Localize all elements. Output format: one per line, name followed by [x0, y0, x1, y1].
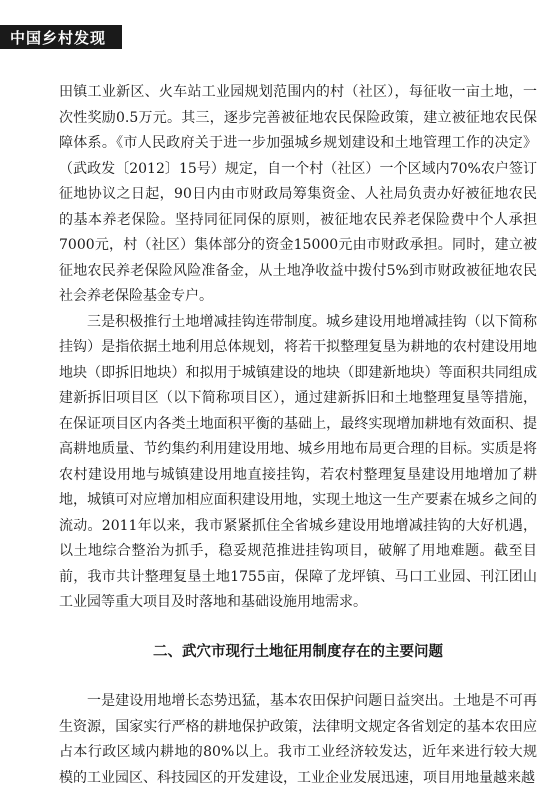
section-heading: 二、武穴市现行土地征用制度存在的主要问题: [153, 643, 443, 660]
article-body: [59, 80, 537, 791]
journal-header-bar: [0, 25, 122, 49]
paragraph-problems-1: 一是建设用地增长态势迅猛，基本农田保护问题日益突出。土地是不可再生资源，国家实行严格的耕地保护政策，法律明文规定各省划定的基本农田应占本行政区域内耕地的80%以上。我市工业经济较发达，近年来进行较大规模的工业园区、科技园区的开发建设，工业企业发展迅速，项目用地量越来越: [59, 693, 537, 786]
paragraph-policy-insurance: 田镇工业新区、火车站工业园规划范围内的村（社区），每征收一亩土地，一次性奖励0.5万元。其三，逐步完善被征地农民保险政策，建立被征地农民保障体系。《市人民政府关于进一步加强城乡规划建设和土地管理工作的决定》（武政发〔2012〕15号）规定，自一个村（社区）一个区域内70%农户签订征地协议之日起，90日内由市财政局筹集资金、人社局负责办好被征地农民的基本养老保险。坚持同征同保的原则，被征地农民养老保险费中个人承担7000元，村（社区）集体部分的资金15000元由市财政承担。同时，建立被征地农民养老保险风险准备金，从土地净收益中拨付5%到市财政被征地农民社会养老保险基金专户。: [59, 84, 537, 304]
paragraph-land-linkage: 三是积极推行土地增减挂钩连带制度。城乡建设用地增减挂钩（以下简称挂钩）是指依据土地利用总体规划，将若干拟整理复垦为耕地的农村建设用地地块（即拆旧地块）和拟用于城镇建设的地块（即建新地块）等面积共同组成建新拆旧项目区（以下简称项目区），通过建新拆旧和土地整理复垦等措施，在保证项目区内各类土地面积平衡的基础上，最终实现增加耕地有效面积、提高耕地质量、节约集约利用建设用地、城乡用地布局更合理的目标。实质是将农村建设用地与城镇建设用地直接挂钩，若农村整理复垦建设用地增加了耕地，城镇可对应增加相应面积建设用地，实现土地这一生产要素在城乡之间的流动。2011年以来，我市紧紧抓住全省城乡建设用地增减挂钩的大好机遇，以土地综合整治为抓手，稳妥规范推进挂钩项目，破解了用地难题。截至目前，我市共计整理复垦土地1755亩，保障了龙坪镇、马口工业园、刊江团山工业园等重大项目及时落地和基础设施用地需求。: [59, 313, 537, 610]
journal-title: 中国乡村发现: [10, 28, 107, 47]
